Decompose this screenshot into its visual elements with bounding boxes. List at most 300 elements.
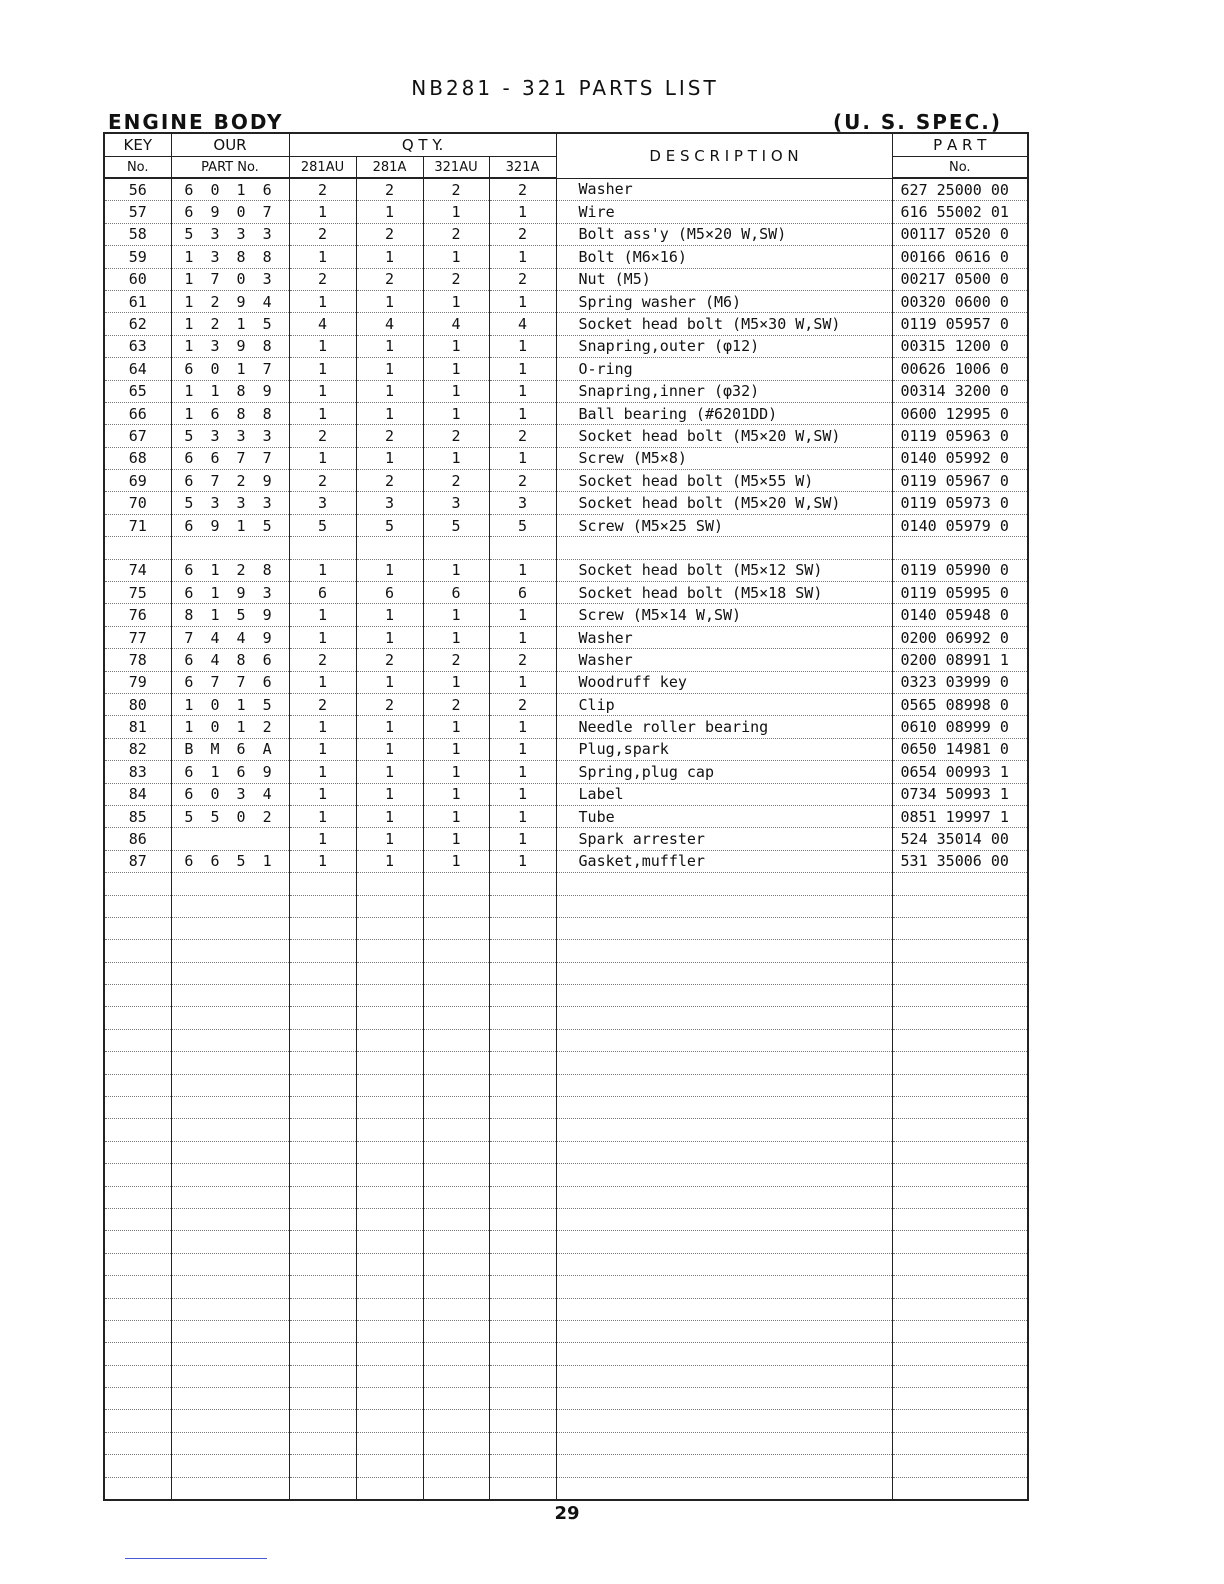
our-part-cell: 1 3 9 8 <box>171 335 289 357</box>
empty-cell <box>489 1097 556 1119</box>
key-cell: 71 <box>104 514 171 536</box>
qty-321a-cell: 2 <box>489 268 556 290</box>
empty-cell <box>356 1477 423 1500</box>
part-no-cell: 00166 0616 0 <box>892 246 1028 268</box>
empty-cell <box>289 1432 356 1454</box>
empty-cell <box>104 1007 171 1029</box>
our-part-cell: 5 3 3 3 <box>171 223 289 245</box>
empty-cell <box>892 940 1028 962</box>
empty-cell <box>556 1186 892 1208</box>
our-part-cell: 6 1 6 9 <box>171 761 289 783</box>
empty-cell <box>356 1253 423 1275</box>
description-cell: Plug,spark <box>556 738 892 760</box>
empty-cell <box>171 1141 289 1163</box>
part-no-cell: 0600 12995 0 <box>892 402 1028 424</box>
empty-cell <box>489 1253 556 1275</box>
qty-281au-header: 281AU <box>289 157 356 179</box>
qty-281a-cell: 1 <box>356 604 423 626</box>
empty-cell <box>892 1253 1028 1275</box>
qty-281a-cell: 1 <box>356 783 423 805</box>
empty-row <box>104 1119 1028 1141</box>
qty-321a-cell: 5 <box>489 514 556 536</box>
empty-cell <box>892 1097 1028 1119</box>
qty-281a-cell: 4 <box>356 313 423 335</box>
description-cell: Spring washer (M6) <box>556 290 892 312</box>
qty-321a-cell: 1 <box>489 850 556 872</box>
empty-cell <box>423 873 489 895</box>
part-no-cell: 0140 05948 0 <box>892 604 1028 626</box>
empty-cell <box>556 895 892 917</box>
empty-row <box>104 1276 1028 1298</box>
empty-cell <box>423 1455 489 1477</box>
part-no-cell: 0140 05979 0 <box>892 514 1028 536</box>
empty-row <box>104 1007 1028 1029</box>
table-row <box>104 828 1028 850</box>
qty-321a-cell: 1 <box>489 671 556 693</box>
empty-cell <box>356 1141 423 1163</box>
table-row <box>104 290 1028 312</box>
our-part-cell: 6 9 0 7 <box>171 201 289 223</box>
empty-cell <box>423 1007 489 1029</box>
part-no-cell: 616 55002 01 <box>892 201 1028 223</box>
empty-cell <box>289 1164 356 1186</box>
qty-321a-cell: 1 <box>489 201 556 223</box>
qty-281a-cell: 1 <box>356 805 423 827</box>
part-no-cell: 0119 05990 0 <box>892 559 1028 581</box>
empty-cell <box>356 1276 423 1298</box>
empty-row <box>104 1208 1028 1230</box>
part-no-cell: 0140 05992 0 <box>892 447 1028 469</box>
our-part-header: OUR <box>171 133 289 157</box>
empty-cell <box>289 1365 356 1387</box>
empty-cell <box>423 1432 489 1454</box>
empty-cell <box>489 1477 556 1500</box>
description-cell: Ball bearing (#6201DD) <box>556 402 892 424</box>
table-row <box>104 178 1028 201</box>
qty-281au-cell: 2 <box>289 425 356 447</box>
empty-cell <box>104 1052 171 1074</box>
empty-row <box>104 1477 1028 1500</box>
our-part-cell: 1 7 0 3 <box>171 268 289 290</box>
qty-281au-cell: 2 <box>289 693 356 715</box>
parts-table <box>103 132 1029 1501</box>
empty-cell <box>171 1253 289 1275</box>
empty-cell <box>104 1074 171 1096</box>
our-part-cell: 6 0 1 7 <box>171 358 289 380</box>
qty-281a-cell: 1 <box>356 335 423 357</box>
key-cell: 78 <box>104 649 171 671</box>
empty-cell <box>356 1432 423 1454</box>
empty-row <box>104 985 1028 1007</box>
empty-cell <box>289 1343 356 1365</box>
our-part-cell: 1 1 8 9 <box>171 380 289 402</box>
qty-281a-cell: 2 <box>356 268 423 290</box>
our-part-cell: 6 6 7 7 <box>171 447 289 469</box>
qty-281au-cell: 1 <box>289 358 356 380</box>
empty-cell <box>356 1052 423 1074</box>
key-cell: 65 <box>104 380 171 402</box>
empty-cell <box>289 1141 356 1163</box>
empty-cell <box>289 1253 356 1275</box>
empty-cell <box>356 1119 423 1141</box>
qty-321au-cell: 1 <box>423 626 489 648</box>
page-number: 29 <box>554 1503 580 1524</box>
qty-281au-cell: 1 <box>289 783 356 805</box>
key-cell: 81 <box>104 716 171 738</box>
empty-cell <box>489 1276 556 1298</box>
qty-321au-cell: 2 <box>423 649 489 671</box>
empty-cell <box>892 1074 1028 1096</box>
qty-321a-cell: 4 <box>489 313 556 335</box>
qty-321a-cell: 1 <box>489 335 556 357</box>
empty-cell <box>171 1388 289 1410</box>
qty-321au-cell: 2 <box>423 178 489 201</box>
part-no-cell: 0610 08999 0 <box>892 716 1028 738</box>
our-part-cell: 6 4 8 6 <box>171 649 289 671</box>
qty-321au-cell: 1 <box>423 604 489 626</box>
part-no-cell <box>892 537 1028 559</box>
page-title: NB281 - 321 PARTS LIST <box>411 76 719 100</box>
empty-row <box>104 940 1028 962</box>
qty-281au-cell: 1 <box>289 201 356 223</box>
qty-321a-cell: 1 <box>489 246 556 268</box>
empty-cell <box>104 1477 171 1500</box>
empty-cell <box>104 1119 171 1141</box>
our-part-cell <box>171 828 289 850</box>
key-cell: 60 <box>104 268 171 290</box>
part-no-cell: 0119 05963 0 <box>892 425 1028 447</box>
qty-281a-cell: 1 <box>356 738 423 760</box>
empty-cell <box>171 917 289 939</box>
qty-321a-cell: 2 <box>489 178 556 201</box>
empty-cell <box>356 1455 423 1477</box>
table-row <box>104 559 1028 581</box>
qty-281a-cell: 1 <box>356 447 423 469</box>
empty-cell <box>356 985 423 1007</box>
empty-cell <box>356 1097 423 1119</box>
key-cell: 77 <box>104 626 171 648</box>
empty-cell <box>423 985 489 1007</box>
empty-row <box>104 1074 1028 1096</box>
qty-281au-cell: 1 <box>289 290 356 312</box>
empty-row <box>104 1365 1028 1387</box>
description-cell: Screw (M5×8) <box>556 447 892 469</box>
our-part-cell: 6 1 2 8 <box>171 559 289 581</box>
empty-cell <box>356 895 423 917</box>
our-part-cell: 1 0 1 5 <box>171 693 289 715</box>
key-cell: 56 <box>104 178 171 201</box>
empty-row <box>104 873 1028 895</box>
part-no-cell: 531 35006 00 <box>892 850 1028 872</box>
qty-321au-cell: 1 <box>423 671 489 693</box>
qty-281a-cell: 1 <box>356 402 423 424</box>
key-cell: 80 <box>104 693 171 715</box>
empty-cell <box>423 1365 489 1387</box>
empty-row <box>104 1410 1028 1432</box>
empty-cell <box>104 1231 171 1253</box>
empty-row <box>104 1186 1028 1208</box>
key-cell: 82 <box>104 738 171 760</box>
key-cell: 64 <box>104 358 171 380</box>
empty-cell <box>289 1007 356 1029</box>
qty-281au-cell: 1 <box>289 335 356 357</box>
qty-281au-cell: 1 <box>289 559 356 581</box>
empty-cell <box>892 1186 1028 1208</box>
table-row <box>104 358 1028 380</box>
part-no-cell: 00117 0520 0 <box>892 223 1028 245</box>
our-part-cell: 6 9 1 5 <box>171 514 289 536</box>
empty-cell <box>423 1276 489 1298</box>
part-no-subheader: No. <box>892 157 1028 179</box>
description-cell: Washer <box>556 649 892 671</box>
qty-281a-cell: 1 <box>356 671 423 693</box>
qty-281a-cell: 1 <box>356 201 423 223</box>
empty-cell <box>423 1343 489 1365</box>
empty-cell <box>892 1276 1028 1298</box>
empty-cell <box>104 1365 171 1387</box>
empty-cell <box>892 873 1028 895</box>
section-title: ENGINE BODY <box>108 110 284 134</box>
qty-321a-cell: 1 <box>489 290 556 312</box>
qty-321au-cell: 2 <box>423 268 489 290</box>
qty-281au-cell: 2 <box>289 178 356 201</box>
empty-cell <box>171 1186 289 1208</box>
our-part-cell: 5 3 3 3 <box>171 492 289 514</box>
empty-cell <box>556 1455 892 1477</box>
empty-cell <box>356 1208 423 1230</box>
empty-cell <box>171 1097 289 1119</box>
qty-321au-cell: 1 <box>423 447 489 469</box>
qty-281au-cell: 1 <box>289 805 356 827</box>
empty-cell <box>356 1186 423 1208</box>
description-cell: O-ring <box>556 358 892 380</box>
empty-cell <box>104 1320 171 1342</box>
qty-281a-cell: 1 <box>356 761 423 783</box>
key-cell: 62 <box>104 313 171 335</box>
empty-cell <box>489 985 556 1007</box>
empty-cell <box>104 985 171 1007</box>
qty-321a-cell: 1 <box>489 604 556 626</box>
empty-cell <box>489 917 556 939</box>
empty-cell <box>171 1320 289 1342</box>
qty-281a-cell: 1 <box>356 559 423 581</box>
key-cell: 61 <box>104 290 171 312</box>
part-no-cell: 00315 1200 0 <box>892 335 1028 357</box>
empty-cell <box>104 1029 171 1051</box>
empty-cell <box>356 1343 423 1365</box>
footer-rule <box>125 1558 267 1559</box>
qty-321au-cell: 1 <box>423 290 489 312</box>
table-row <box>104 223 1028 245</box>
qty-321a-header: 321A <box>489 157 556 179</box>
empty-cell <box>556 1365 892 1387</box>
qty-321au-cell: 1 <box>423 402 489 424</box>
description-cell: Spring,plug cap <box>556 761 892 783</box>
part-no-cell: 00320 0600 0 <box>892 290 1028 312</box>
empty-row <box>104 1097 1028 1119</box>
empty-cell <box>289 1477 356 1500</box>
empty-cell <box>171 1455 289 1477</box>
description-cell: Tube <box>556 805 892 827</box>
empty-cell <box>892 1388 1028 1410</box>
empty-cell <box>489 1007 556 1029</box>
empty-cell <box>556 1141 892 1163</box>
qty-321au-cell: 3 <box>423 492 489 514</box>
empty-cell <box>171 1276 289 1298</box>
table-row <box>104 268 1028 290</box>
empty-cell <box>489 1365 556 1387</box>
empty-cell <box>423 940 489 962</box>
key-cell: 68 <box>104 447 171 469</box>
description-cell: Washer <box>556 178 892 201</box>
description-cell <box>556 537 892 559</box>
empty-cell <box>104 1455 171 1477</box>
qty-321au-cell: 1 <box>423 805 489 827</box>
empty-cell <box>289 1029 356 1051</box>
empty-cell <box>489 1074 556 1096</box>
empty-cell <box>489 895 556 917</box>
description-cell: Wire <box>556 201 892 223</box>
empty-cell <box>289 1208 356 1230</box>
empty-cell <box>892 1343 1028 1365</box>
our-part-cell: 1 2 9 4 <box>171 290 289 312</box>
empty-cell <box>489 1119 556 1141</box>
qty-281a-cell: 2 <box>356 470 423 492</box>
empty-cell <box>489 1052 556 1074</box>
table-row <box>104 761 1028 783</box>
table-row <box>104 850 1028 872</box>
empty-cell <box>171 962 289 984</box>
empty-cell <box>892 1432 1028 1454</box>
qty-321au-cell: 1 <box>423 716 489 738</box>
our-part-cell: 6 7 7 6 <box>171 671 289 693</box>
empty-cell <box>289 962 356 984</box>
qty-281a-cell: 2 <box>356 425 423 447</box>
empty-cell <box>892 962 1028 984</box>
qty-281a-cell: 1 <box>356 246 423 268</box>
part-no-cell: 0650 14981 0 <box>892 738 1028 760</box>
empty-cell <box>556 917 892 939</box>
part-no-cell: 0323 03999 0 <box>892 671 1028 693</box>
empty-cell <box>556 1029 892 1051</box>
table-row <box>104 380 1028 402</box>
our-part-cell: 5 5 0 2 <box>171 805 289 827</box>
empty-cell <box>289 940 356 962</box>
table-row <box>104 313 1028 335</box>
empty-cell <box>423 1208 489 1230</box>
qty-281au-cell: 2 <box>289 649 356 671</box>
qty-321a-cell: 2 <box>489 223 556 245</box>
qty-321au-cell: 1 <box>423 783 489 805</box>
part-no-cell: 0119 05967 0 <box>892 470 1028 492</box>
qty-321a-cell: 1 <box>489 805 556 827</box>
empty-cell <box>171 1477 289 1500</box>
qty-281a-cell: 1 <box>356 716 423 738</box>
key-cell: 59 <box>104 246 171 268</box>
empty-cell <box>104 1164 171 1186</box>
empty-cell <box>356 1231 423 1253</box>
description-cell: Socket head bolt (M5×18 SW) <box>556 582 892 604</box>
key-cell: 84 <box>104 783 171 805</box>
empty-cell <box>171 985 289 1007</box>
qty-321au-cell: 1 <box>423 201 489 223</box>
qty-281au-cell: 2 <box>289 268 356 290</box>
spec-label: (U. S. SPEC.) <box>832 110 1002 134</box>
empty-cell <box>171 940 289 962</box>
table-row <box>104 402 1028 424</box>
key-cell: 69 <box>104 470 171 492</box>
description-cell: Socket head bolt (M5×55 W) <box>556 470 892 492</box>
qty-321au-cell: 1 <box>423 335 489 357</box>
empty-cell <box>289 1276 356 1298</box>
empty-cell <box>356 917 423 939</box>
description-cell: Socket head bolt (M5×30 W,SW) <box>556 313 892 335</box>
empty-row <box>104 917 1028 939</box>
empty-cell <box>171 1231 289 1253</box>
part-no-cell: 627 25000 00 <box>892 178 1028 201</box>
empty-row <box>104 1029 1028 1051</box>
key-cell: 58 <box>104 223 171 245</box>
part-no-cell: 00626 1006 0 <box>892 358 1028 380</box>
empty-cell <box>356 962 423 984</box>
empty-cell <box>171 1410 289 1432</box>
empty-cell <box>104 1186 171 1208</box>
empty-cell <box>489 1343 556 1365</box>
qty-321au-cell: 2 <box>423 223 489 245</box>
empty-cell <box>104 940 171 962</box>
qty-281au-cell: 1 <box>289 828 356 850</box>
empty-cell <box>892 917 1028 939</box>
qty-321a-cell: 2 <box>489 693 556 715</box>
our-part-cell <box>171 537 289 559</box>
qty-281au-cell: 1 <box>289 447 356 469</box>
qty-321a-cell: 1 <box>489 738 556 760</box>
empty-cell <box>556 1007 892 1029</box>
qty-321a-cell: 1 <box>489 402 556 424</box>
empty-cell <box>171 1074 289 1096</box>
empty-cell <box>423 1074 489 1096</box>
qty-281au-cell: 3 <box>289 492 356 514</box>
empty-cell <box>423 1141 489 1163</box>
empty-cell <box>423 1298 489 1320</box>
part-no-cell: 0565 08998 0 <box>892 693 1028 715</box>
qty-281a-cell <box>356 537 423 559</box>
empty-cell <box>556 1074 892 1096</box>
empty-cell <box>356 1388 423 1410</box>
empty-cell <box>289 873 356 895</box>
empty-cell <box>556 1052 892 1074</box>
qty-281au-cell: 2 <box>289 470 356 492</box>
empty-cell <box>104 1432 171 1454</box>
our-part-cell: B M 6 A <box>171 738 289 760</box>
qty-321a-cell: 1 <box>489 626 556 648</box>
empty-cell <box>892 1164 1028 1186</box>
empty-row <box>104 1253 1028 1275</box>
empty-row <box>104 1141 1028 1163</box>
table-row <box>104 201 1028 223</box>
qty-281a-cell: 2 <box>356 649 423 671</box>
empty-cell <box>489 1455 556 1477</box>
empty-cell <box>356 873 423 895</box>
empty-cell <box>104 1208 171 1230</box>
empty-cell <box>104 1253 171 1275</box>
empty-cell <box>892 1119 1028 1141</box>
empty-cell <box>556 1320 892 1342</box>
key-cell: 57 <box>104 201 171 223</box>
description-cell: Needle roller bearing <box>556 716 892 738</box>
empty-cell <box>171 1007 289 1029</box>
qty-281au-cell: 1 <box>289 850 356 872</box>
